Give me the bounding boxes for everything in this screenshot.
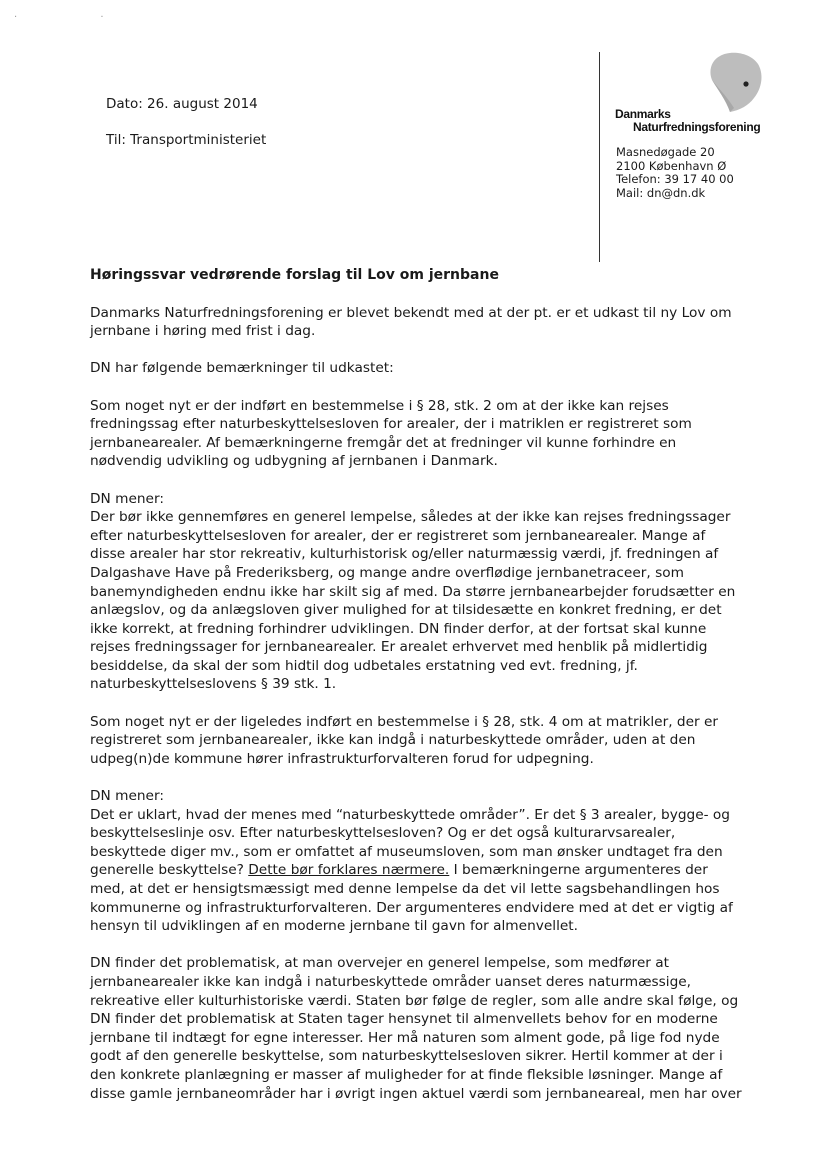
paragraph-dn-opinion-1: DN mener: Der bør ikke gennemføres en generel lempelse, således at der ikke kan rejses fredningssager efter naturbeskyttelsesloven for arealer, der er registreret som jernbanearealer. Mange af disse arealer har stor rekreativ, kulturhistorisk og/eller naturmæssig værdi, jf. fredningen af Dalgashave Have på Frederiksberg, og mange andre overflødige jernbanetraceer, som banemyndigheden endnu ikke har skilt sig af med. Da større jernbanearbejder forudsætter en anlægslov, og da anlægsloven giver mulighed for at tilsidesætte en konkret fredning, er det ikke korrekt, at fredning forhindrer udviklingen. DN finder derfor, at der fortsat skal kunne rejses fredningssager for jernbanearealer. Er arealet erhvervet med henblik på midlertidig besiddelse, da skal der som hidtil dog udbetales erstatning ved evt. fredning, jf. naturbeskyttelseslovens § 39 stk. 1. [90, 490, 736, 693]
letter-header [106, 95, 266, 149]
scan-marks: · · [14, 12, 144, 23]
paragraph-problematic: DN finder det problematisk, at man overvejer en generel lempelse, som medfører at jernbanearealer ikke kan indgå i naturbeskyttede områder uanset deres naturmæssige, rekreative eller kulturhistoriske værdi. Staten bør følge de regler, som alle andre skal følge, og DN finder det problematisk at Staten tager hensynet til almenvellets behov for en moderne jernbane til indtægt for egne interesser. Her må naturen som alment gode, på lige fod nyde godt af den generelle beskyttelse, som naturbeskyttelsesloven sikrer. Hertil kommer at der i den konkrete planlægning er masser af muligheder for at finde fleksible løsninger. Mange af disse gamle jernbaneområder har i øvrigt ingen aktuel værdi som jernbaneareal, men har over [90, 955, 742, 1102]
paragraph-remarks-lead: DN har følgende bemærkninger til udkastet: [90, 360, 394, 377]
address-city: 2100 København Ø [616, 158, 727, 173]
address-mail: Mail: dn@dn.dk [616, 185, 706, 200]
header-divider [599, 52, 600, 262]
date-line: Dato: 26. august 2014 [106, 96, 258, 112]
sender-address [616, 146, 734, 200]
recipient-line: Til: Transportministeriet [106, 132, 267, 148]
address-street: Masnedøgade 20 [616, 145, 715, 159]
org-name-line2: Naturfredningsforening [633, 120, 761, 134]
paragraph-intro: Danmarks Naturfredningsforening er blevet bekendt med at der pt. er et udkast til ny Lov om jernbane i høring med frist i dag. [90, 304, 732, 340]
subject-heading: Høringssvar vedrørende forslag til Lov om jernbane [90, 267, 499, 283]
address-phone: Telefon: 39 17 40 00 [616, 172, 734, 186]
paragraph-dn-opinion-2 [90, 787, 762, 936]
org-name-line1: Danmarks [615, 107, 671, 121]
underlined-remark: Dette bør forklares nærmere. [248, 862, 450, 879]
opinion-2-part-a: DN mener: Det er uklart, hvad der menes med “naturbeskyttede områder”. Er det § 3 arealer, bygge- og beskyttelseslinje osv. Efter naturbeskyttelsesloven? Og er det også kulturarvsarealer, beskyttede diger mv., som er omfattet af museumsloven, som man ønsker undtaget fra den generelle beskyttelse? [90, 788, 730, 879]
opinion-2-part-b: I bemærkningerne argumenteres der med, at det er hensigtsmæssigt med denne lempelse da det vil lette sagsbehandlingen hos kommunerne og infrastrukturforvalteren. Der argumenteres endvidere med at det er vigtig af hensyn til udviklingen af en moderne jernbane til gavn for almenvellet. [90, 862, 733, 935]
paragraph-section-28-2: Som noget nyt er der indført en bestemmelse i § 28, stk. 2 om at der ikke kan rejses fredningssag efter naturbeskyttelsesloven for arealer, der i matriklen er registreret som jernbanearealer. Af bemærkningerne fremgår det at fredninger vil kunne forhindre en nødvendig udvikling og udbygning af jernbanen i Danmark. [90, 397, 692, 470]
letter-body [90, 266, 762, 1122]
dn-logo-icon [706, 50, 764, 114]
org-name [615, 108, 760, 134]
paragraph-section-28-4: Som noget nyt er der ligeledes indført en bestemmelse i § 28, stk. 4 om at matrikler, der er registreret som jernbanearealer, ikke kan indgå i naturbeskyttede områder, uden at den udpeg(n)de kommune hører infrastrukturforvalteren forud for udpegning. [90, 713, 719, 767]
